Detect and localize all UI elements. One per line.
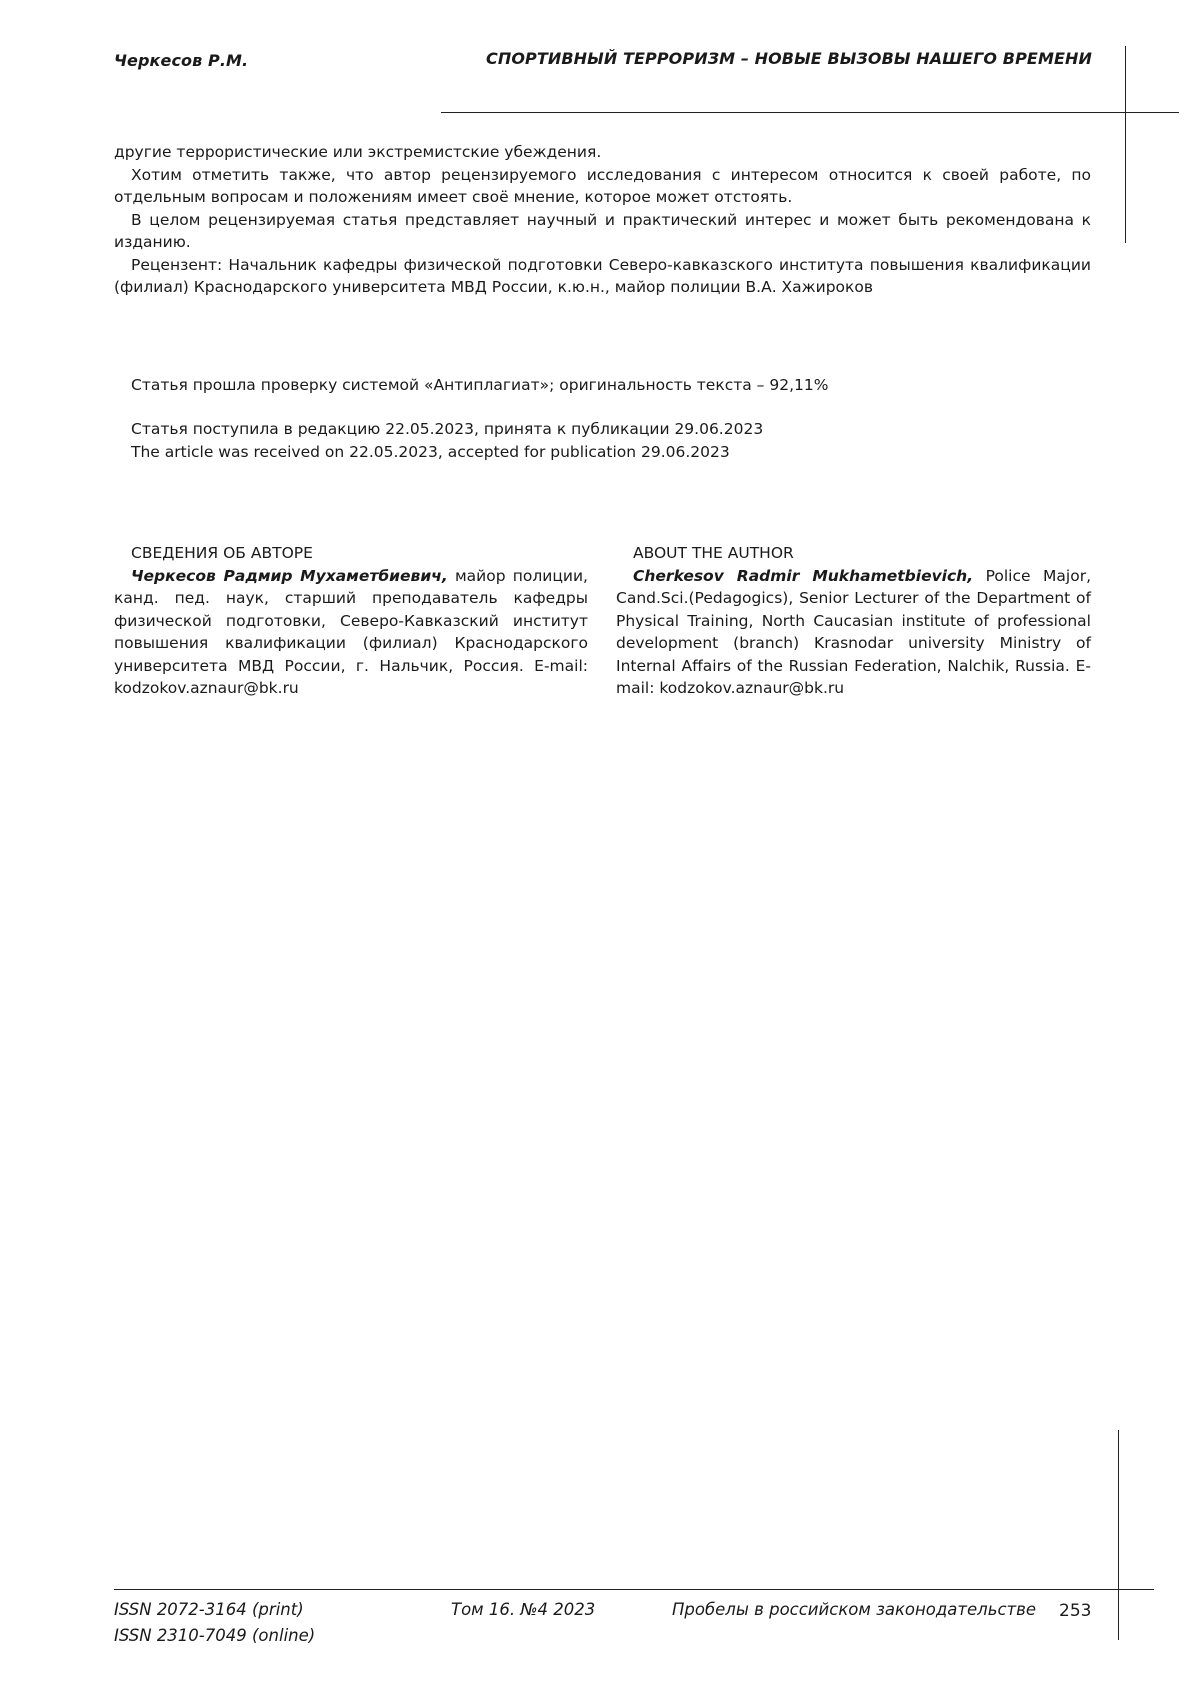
issn-online: ISSN 2310-7049 (online) [114, 1626, 315, 1645]
paragraph: другие террористические или экстремистские убеждения. [114, 141, 1091, 164]
page-number: 253 [1059, 1601, 1091, 1621]
received-note-en: The article was received on 22.05.2023, accepted for publication 29.06.2023 [131, 441, 730, 463]
received-note-ru: Статья поступила в редакцию 22.05.2023, принята к публикации 29.06.2023 [131, 418, 763, 440]
reviewer-paragraph: Рецензент: Начальник кафедры физической подготовки Северо-кавказского института повышения квалификации (филиал) Краснодарского университета МВД России, к.ю.н., майор полиции В.А. Хажироков [114, 254, 1091, 299]
header-rule [441, 112, 1179, 113]
author-info-en [616, 542, 1091, 700]
author-info-text-en [616, 565, 1091, 700]
paragraph: Хотим отметить также, что автор рецензируемого исследования с интересом относится к своей работе, по отдельным вопросам и положениям имеет своё мнение, которое может отстоять. [114, 164, 1091, 209]
paragraph: В целом рецензируемая статья представляет научный и практический интерес и может быть рекомендована к изданию. [114, 209, 1091, 254]
journal-name: Пробелы в российском законодательстве [672, 1600, 1036, 1619]
footer-rule [114, 1589, 1154, 1590]
author-name-ru: Черкесов Радмир Мухаметбиевич, [131, 567, 448, 585]
author-details-en: Police Major, Cand.Sci.(Pedagogics), Senior Lecturer of the Department of Physical Training, North Caucasian institute of professional development (branch) Krasnodar university Ministry of Internal Affairs of the Russian Federation, Nalchik, Russia. E-mail: kodzokov.aznaur@bk.ru [616, 567, 1091, 698]
issn-print: ISSN 2072-3164 (print) [114, 1600, 304, 1619]
author-details-ru: майор полиции, канд. пед. наук, старший преподаватель кафедры физической подготовки, Северо-Кавказский институт повышения квалификации (филиал) Краснодарского университета МВД России, г. Нальчик, Россия. E-mail: kodzokov.aznaur@bk.ru [114, 567, 588, 698]
footer-vertical-rule [1118, 1430, 1119, 1640]
running-head-author: Черкесов Р.М. [114, 51, 248, 70]
header-vertical-rule [1125, 46, 1126, 243]
review-body [114, 141, 1091, 299]
author-info-heading-en: ABOUT THE AUTHOR [616, 542, 1091, 565]
volume-issue: Том 16. №4 2023 [451, 1600, 595, 1619]
author-info-heading-ru: СВЕДЕНИЯ ОБ АВТОРЕ [114, 542, 588, 565]
plagiarism-note: Статья прошла проверку системой «Антиплагиат»; оригинальность текста – 92,11% [131, 374, 828, 396]
author-info-text-ru [114, 565, 588, 700]
author-info-ru [114, 542, 588, 700]
running-head-title: СПОРТИВНЫЙ ТЕРРОРИЗМ – НОВЫЕ ВЫЗОВЫ НАШЕГО ВРЕМЕНИ [486, 49, 1092, 68]
author-name-en: Cherkesov Radmir Mukhametbievich, [633, 567, 973, 585]
